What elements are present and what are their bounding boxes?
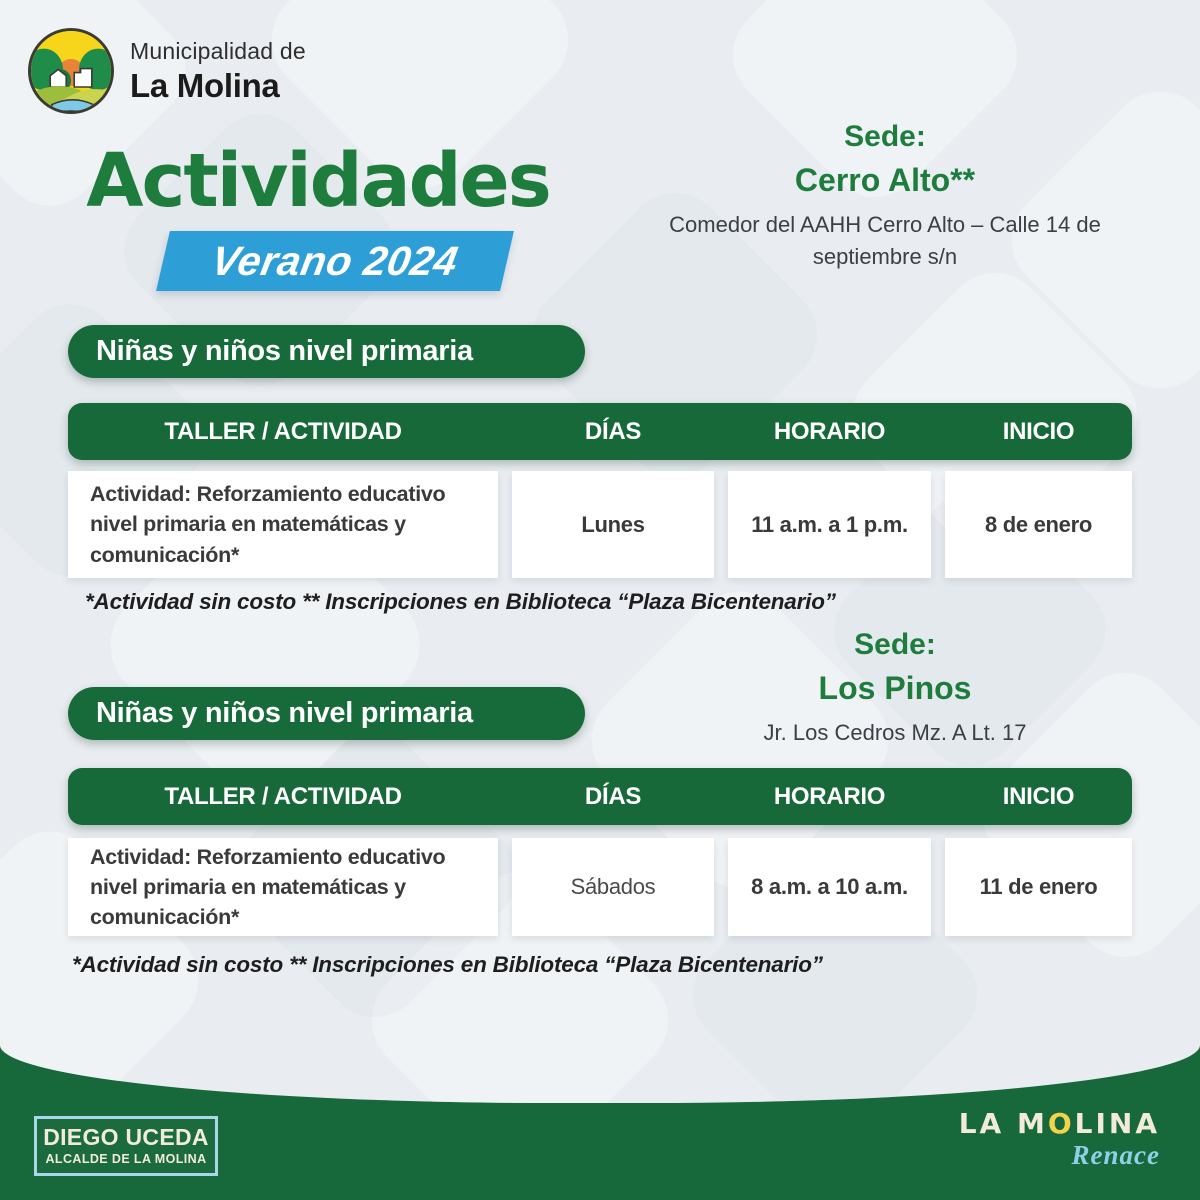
table-header-taller: TALLER / ACTIVIDAD	[164, 782, 402, 810]
table-1-row	[68, 471, 1132, 578]
table-header-dias: DÍAS	[584, 782, 642, 810]
mayor-name: DIEGO UCEDA	[43, 1124, 209, 1151]
season-banner-text: Verano 2024	[208, 237, 462, 284]
sede-name: Los Pinos	[818, 670, 972, 706]
brand-right: LINA	[1074, 1107, 1160, 1140]
cell-days: Sábados	[512, 838, 714, 936]
table-header-horario: HORARIO	[773, 782, 886, 810]
table-header-dias: DÍAS	[584, 417, 642, 445]
mayor-title: ALCALDE DE LA MOLINA	[45, 1152, 207, 1167]
cell-schedule: 11 a.m. a 1 p.m.	[728, 471, 931, 578]
cell-activity: Actividad: Reforzamiento educativo nivel primaria en matemáticas y comunicación*	[68, 838, 498, 936]
cell-days: Lunes	[512, 471, 714, 578]
municipality-logo	[28, 28, 306, 114]
cell-activity: Actividad: Reforzamiento educativo nivel primaria en matemáticas y comunicación*	[68, 471, 498, 578]
cell-start-date: 8 de enero	[945, 471, 1132, 578]
org-name-line2: La Molina	[130, 66, 280, 104]
table-header-inicio: INICIO	[1002, 417, 1075, 445]
org-name-line1: Municipalidad de	[130, 37, 306, 64]
table-header-horario: HORARIO	[773, 417, 886, 445]
brand-letter-o: O	[1047, 1107, 1075, 1140]
table-1-header	[68, 403, 1132, 460]
sede-block-cerro-alto	[640, 120, 1130, 273]
la-molina-renace-logo	[920, 1107, 1160, 1170]
sede-address: Jr. Los Cedros Mz. A Lt. 17	[763, 720, 1027, 745]
cell-start-date: 11 de enero	[945, 838, 1132, 936]
table-2-row	[68, 838, 1132, 936]
mayor-badge	[34, 1116, 218, 1176]
brand-wordmark	[920, 1107, 1160, 1140]
brand-slogan: Renace	[1071, 1140, 1160, 1170]
footnote-2: *Actividad sin costo ** Inscripciones en Biblioteca “Plaza Bicentenario”	[72, 952, 823, 977]
page-title: Actividades	[86, 138, 550, 224]
audience-pill-label: Niñas y niños nivel primaria	[96, 335, 473, 367]
sede-block-los-pinos	[650, 628, 1140, 749]
sede-label: Sede:	[854, 628, 936, 661]
audience-pill-label: Niñas y niños nivel primaria	[96, 697, 473, 729]
la-molina-emblem-icon	[28, 28, 114, 114]
audience-pill-1	[68, 325, 585, 378]
table-header-taller: TALLER / ACTIVIDAD	[164, 417, 402, 445]
sede-name: Cerro Alto**	[794, 162, 976, 198]
table-2-header	[68, 768, 1132, 825]
cell-schedule: 8 a.m. a 10 a.m.	[728, 838, 931, 936]
sede-address: Comedor del AAHH Cerro Alto – Calle 14 de septiembre s/n	[669, 212, 1101, 269]
brand-left: LA M	[958, 1107, 1048, 1140]
audience-pill-2	[68, 687, 585, 740]
season-banner	[156, 231, 514, 291]
footnote-1: *Actividad sin costo ** Inscripciones en Biblioteca “Plaza Bicentenario”	[85, 589, 836, 614]
table-header-inicio: INICIO	[1002, 782, 1075, 810]
sede-label: Sede:	[844, 120, 926, 153]
